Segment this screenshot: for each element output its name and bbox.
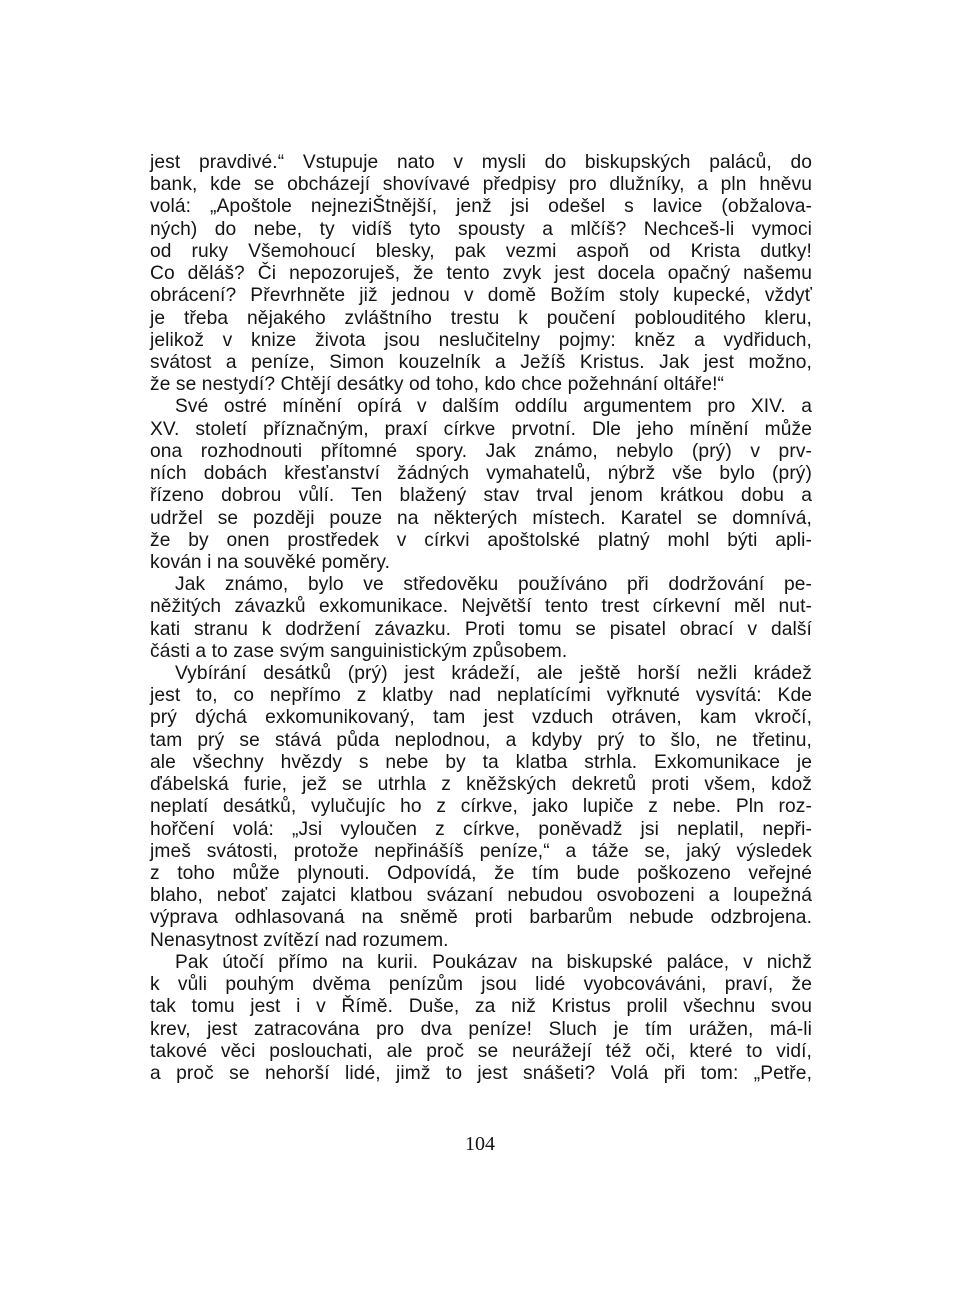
text-line: volá: „Apoštole nejneziŠtnější, jenž jsi odešel s lavice (obžalova- xyxy=(150,196,812,218)
text-line: tam prý se stává půda neplodnou, a kdyby prý to šlo, ne třetinu, xyxy=(150,729,812,751)
text-line: že by onen prostředek v církvi apoštolské platný mohl býti apli- xyxy=(150,529,812,551)
text-line: obrácení? Převrhněte již jednou v domě Božím stoly kupecké, vždyť xyxy=(150,285,812,307)
text-line: takové věci poslouchati, ale proč se neurážejí též oči, které to vidí, xyxy=(150,1040,812,1062)
page-number: 104 xyxy=(465,1133,495,1155)
text-line: kati stranu k dodržení závazku. Proti tomu se pisatel obrací v další xyxy=(150,618,812,640)
text-line: blaho, neboť zajatci klatbou svázaní nebudou osvobozeni a loupežná xyxy=(150,885,812,907)
text-line: něžitých závazků exkomunikace. Největší tento trest církevní měl nut- xyxy=(150,596,812,618)
text-line: prý dýchá exkomunikovaný, tam jest vzduch otráven, kam vkročí, xyxy=(150,707,812,729)
text-line: neplatí desátků, vylučujíc ho z církve, jako lupiče z nebe. Pln roz- xyxy=(150,796,812,818)
body-text xyxy=(150,152,812,1085)
text-line: ních dobách křesťanství žádných vymahatelů, nýbrž vše bylo (prý) xyxy=(150,463,812,485)
text-line: XV. století příznačným, praxí církve prvotní. Dle jeho mínění může xyxy=(150,418,812,440)
text-line: výprava odhlasovaná na sněmě proti barbarům nebude odzbrojena. xyxy=(150,907,812,929)
text-line: jest to, co nepřímo z klatby nad neplatícími vyřknuté vysvítá: Kde xyxy=(150,685,812,707)
text-line: jest pravdivé.“ Vstupuje nato v mysli do biskupských paláců, do xyxy=(150,152,812,173)
text-line: bank, kde se obcházejí shovívavé předpisy pro dlužníky, a pln hněvu xyxy=(150,174,812,196)
text-line: části a to zase svým sanguinistickým způsobem. xyxy=(150,640,568,662)
text-line: od ruky Všemohoucí blesky, pak vezmi aspoň od Krista dutky! xyxy=(150,240,812,262)
text-line: jelikož v knize života jsou neslučitelny pojmy: kněz a vydřiduch, xyxy=(150,329,812,351)
text-line: Vybírání desátků (prý) jest krádeží, ale ještě horší nežli krádež xyxy=(175,663,812,685)
text-line: Pak útočí přímo na kurii. Poukázav na biskupské paláce, v nichž xyxy=(175,951,812,973)
text-line: ďábelská furie, jež se utrhla z kněžských dekretů proti všem, kdož xyxy=(150,774,812,796)
text-line: svátost a peníze, Simon kouzelník a Ježíš Kristus. Jak jest možno, xyxy=(150,351,812,373)
text-line: řízeno dobrou vůlí. Ten blažený stav trval jenom krátkou dobu a xyxy=(150,485,812,507)
text-line: kován i na souvěké poměry. xyxy=(150,551,391,573)
text-line: Nenasytnost zvítězí nad rozumem. xyxy=(150,929,449,951)
text-line: Jak známo, bylo ve středověku používáno při dodržování pe- xyxy=(175,574,812,596)
text-line: hořčení volá: „Jsi vyloučen z církve, poněvadž jsi neplatil, nepři- xyxy=(150,818,812,840)
text-line: ale všechny hvězdy s nebe by ta klatba strhla. Exkomunikace je xyxy=(150,751,812,773)
text-line: krev, jest zatracována pro dva peníze! Sluch je tím urážen, má-li xyxy=(150,1018,812,1040)
text-line: ných) do nebe, ty vidíš tyto spousty a mlčíš? Nechceš-li vymoci xyxy=(150,218,812,240)
text-line: Co děláš? Či nepozoruješ, že tento zvyk jest docela opačný našemu xyxy=(150,263,812,285)
text-line: jmeš svátosti, protože nepřinášíš peníze,“ a táže se, jaký výsledek xyxy=(150,840,812,862)
text-line: ona rozhodnouti přítomné spory. Jak známo, nebylo (prý) v prv- xyxy=(150,440,812,462)
text-line: k vůli pouhým dvěma penízům jsou lidé vyobcováváni, praví, že xyxy=(150,974,812,996)
text-line: z toho může plynouti. Odpovídá, že tím bude poškozeno veřejné xyxy=(150,863,812,884)
text-line: tak tomu jest i v Římě. Duše, za niž Kristus prolil všechnu svou xyxy=(150,996,812,1018)
text-line: že se nestydí? Chtějí desátky od toho, kdo chce požehnání oltáře!“ xyxy=(150,374,725,396)
text-line: a proč se nehorší lidé, jimž to jest snášeti? Volá při tom: „Petře, xyxy=(150,1062,812,1084)
text-line: udržel se později pouze na některých místech. Karatel se domnívá, xyxy=(150,507,812,529)
text-line: je třeba nějakého zvláštního trestu k poučení poblouditého kleru, xyxy=(150,307,812,329)
text-line: Své ostré mínění opírá v dalším oddílu argumentem pro XIV. a xyxy=(175,396,812,418)
